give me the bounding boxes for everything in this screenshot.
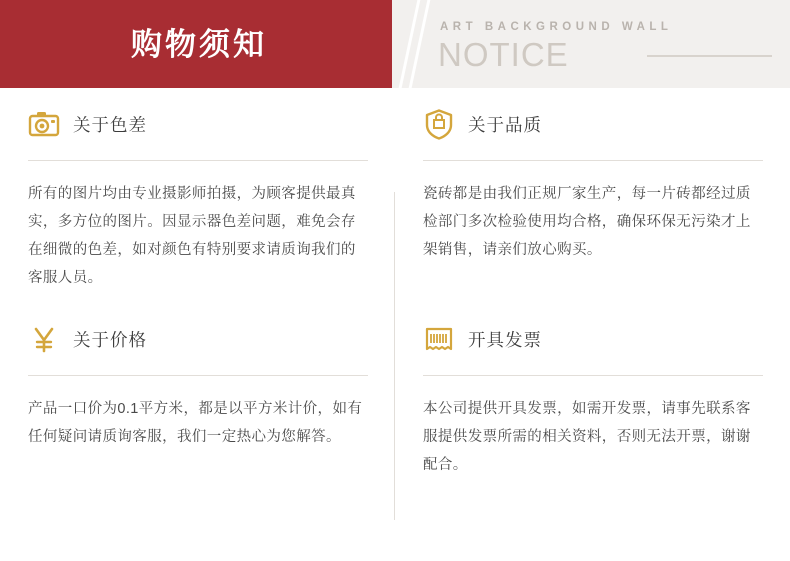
- header-eyebrow: ART BACKGROUND WALL: [440, 21, 673, 33]
- section-body-text: 产品一口价为0.1平方米，都是以平方米计价，如有任何疑问请质询客服，我们一定热心为您解答。: [28, 401, 363, 445]
- notice-section-quality: [395, 88, 790, 264]
- section-header: [0, 88, 395, 160]
- section-body: [395, 375, 790, 479]
- section-divider: [423, 160, 763, 161]
- section-divider: [28, 160, 368, 161]
- section-body-text: 本公司提供开具发票，如需开发票，请事先联系客服提供发票所需的相关资料，否则无法开票，谢谢配合。: [423, 401, 751, 473]
- notice-section-color: [0, 88, 395, 292]
- section-divider: [423, 375, 763, 376]
- camera-icon: [28, 108, 60, 140]
- section-title: 关于品质: [468, 114, 542, 135]
- invoice-icon: [423, 323, 455, 355]
- shield-quality-icon: [423, 108, 455, 140]
- section-divider: [28, 375, 368, 376]
- section-header: [395, 88, 790, 160]
- section-body: [0, 160, 395, 292]
- yen-price-icon: [28, 323, 60, 355]
- header-right-panel: [392, 0, 790, 88]
- section-title: 开具发票: [468, 329, 542, 350]
- page-header: [0, 0, 790, 88]
- section-header: [0, 303, 395, 375]
- section-body: [0, 375, 395, 451]
- notice-section-price: [0, 303, 395, 451]
- header-red-banner: [0, 0, 392, 88]
- section-body-text: 瓷砖都是由我们正规厂家生产，每一片砖都经过质检部门多次检验使用均合格，确保环保无污染才上架销售，请亲们放心购买。: [423, 186, 751, 258]
- section-body-text: 所有的图片均由专业摄影师拍摄，为顾客提供最真实，多方位的图片。因显示器色差问题，难免会存在细微的色差，如对颜色有特别要求请质询我们的客服人员。: [28, 186, 356, 286]
- header-slash-decoration-2: [409, 0, 431, 88]
- page-title: 购物须知: [131, 26, 267, 62]
- header-notice-word: NOTICE: [438, 36, 569, 73]
- section-title: 关于价格: [73, 329, 147, 350]
- section-body: [395, 160, 790, 264]
- notice-grid: [0, 88, 790, 561]
- section-title: 关于色差: [73, 114, 147, 135]
- section-header: [395, 303, 790, 375]
- notice-section-invoice: [395, 303, 790, 479]
- header-rule: [647, 55, 772, 57]
